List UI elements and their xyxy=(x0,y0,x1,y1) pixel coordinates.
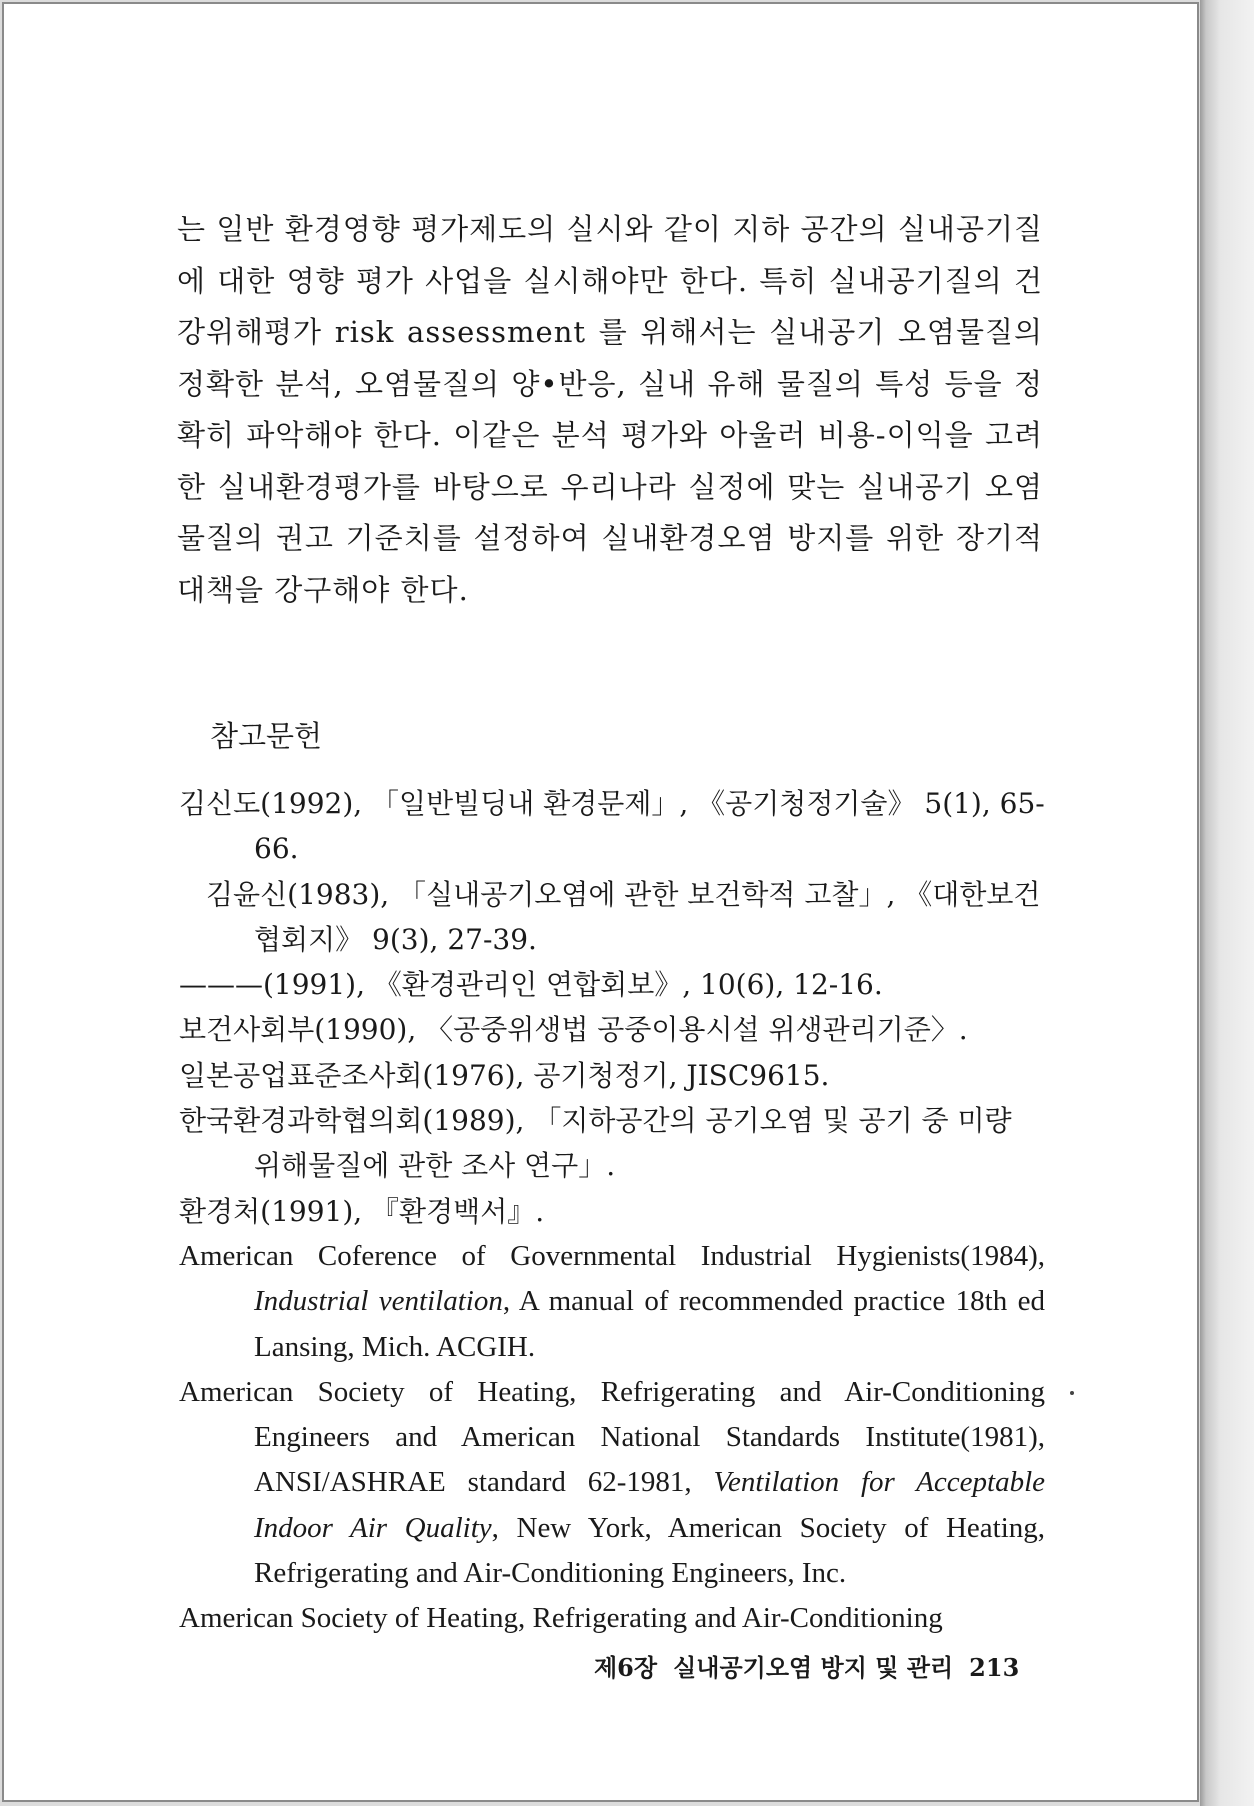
reference-item xyxy=(179,1234,1045,1370)
reference-title-italic: Industrial ventilation xyxy=(254,1285,503,1318)
reference-item xyxy=(179,1370,1045,1596)
reference-item: 김윤신(1983), 「실내공기오염에 관한 보건학적 고찰」, 《대한보건협회지》 9(3), 27-39. xyxy=(206,877,1041,956)
reference-text: American Society of Heating, Refrigerating and Air-Conditioning Engineers and American National Standards Institute(1981), ANSI/ASHRAE standard 62-1981, xyxy=(179,1375,1045,1499)
footer-title: 실내공기오염 방지 및 관리 xyxy=(673,1653,954,1682)
reference-item: 한국환경과학협의회(1989), 「지하공간의 공기오염 및 공기 중 미량 위해물질에 관한 조사 연구」. xyxy=(179,1104,1012,1183)
stray-mark xyxy=(1070,1391,1074,1395)
references-list xyxy=(179,781,1045,1642)
reference-item: 일본공업표준조사회(1976), 공기청정기, JISC9615. xyxy=(179,1058,830,1092)
reference-text: American Coference of Governmental Industrial Hygienists(1984), xyxy=(179,1239,1045,1272)
footer-chapter: 제6장 xyxy=(594,1653,658,1682)
page-edge-shadow xyxy=(1200,0,1254,1806)
reference-text: , New York, American Society of Heating, Refrigerating and Air-Conditioning Engineers, Inc. xyxy=(254,1511,1045,1590)
reference-text: , A manual of recommended practice 18th ed Lansing, Mich. ACGIH. xyxy=(254,1285,1046,1363)
document-page xyxy=(2,2,1199,1802)
reference-item: 보건사회부(1990), 〈공중위생법 공중이용시설 위생관리기준〉. xyxy=(179,1013,968,1047)
reference-item: 환경처(1991), 『환경백서』. xyxy=(179,1194,545,1228)
reference-item: American Society of Heating, Refrigerating and Air-Conditioning xyxy=(179,1602,943,1635)
reference-item: ———(1991), 《환경관리인 연합회보》, 10(6), 12-16. xyxy=(179,968,883,1002)
reference-title-italic: Ventilation for Acceptable Indoor Air Quality xyxy=(254,1466,1045,1544)
running-footer xyxy=(594,1648,1020,1683)
page-number: 213 xyxy=(969,1653,1020,1682)
reference-item: 김신도(1992), 「일반빌딩내 환경문제」, 《공기청정기술》 5(1), 65-66. xyxy=(179,787,1045,866)
body-paragraph: 는 일반 환경영향 평가제도의 실시와 같이 지하 공간의 실내공기질에 대한 영향 평가 사업을 실시해야만 한다. 특히 실내공기질의 건강위해평가 risk assessment 를 위해서는 실내공기 오염물질의 정확한 분석, 오염물질의 양•반응, 실내 유해 물질의 특성 등을 정확히 파악해야 한다. 이같은 분석 평가와 아울러 비용-이익을 고려한 실내환경평가를 바탕으로 우리나라 실정에 맞는 실내공기 오염물질의 권고 기준치를 설정하여 실내환경오염 방지를 위한 장기적 대책을 강구해야 한다. xyxy=(177,212,1043,607)
references-heading: 참고문헌 xyxy=(210,719,323,753)
